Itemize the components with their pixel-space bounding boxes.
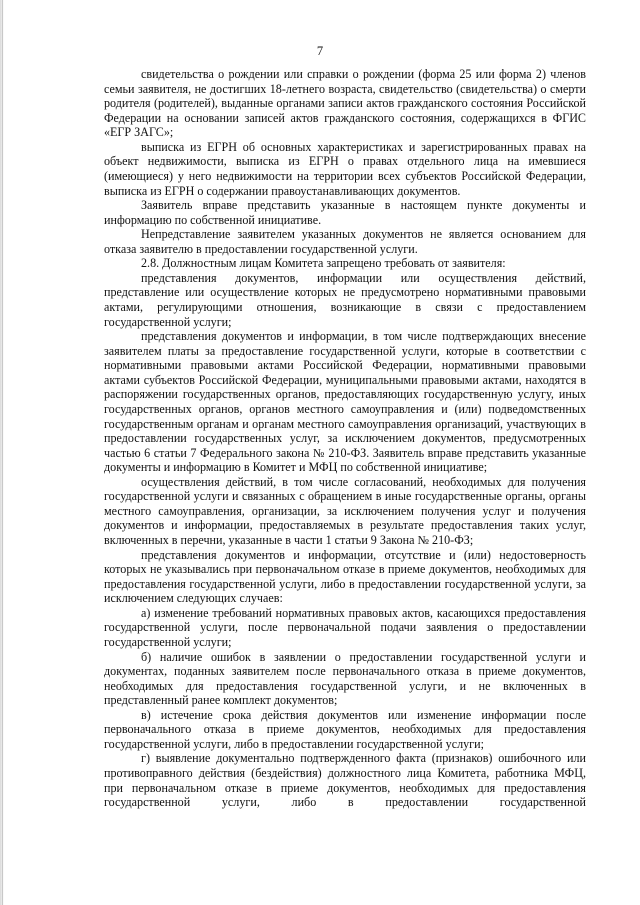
section-2-8-heading: 2.8. Должностным лицам Комитета запрещено требовать от заявителя: — [141, 256, 506, 271]
scan-edge-line — [2, 0, 3, 905]
list-item-a: а) изменение требований нормативных правовых актов, касающихся предоставления государственной услуги, после первоначальной подачи заявления о предоставлении государственной услуги; — [104, 605, 586, 649]
paragraph-prohibited-documents: представления документов, информации или осуществления действий, представление или осуществление которых не предусмотрено нормативными правовыми актами, регулирующими отношения, возникающие в связи с предоставлением государственной услуги; — [104, 270, 586, 329]
list-item-v: в) истечение срока действия документов или изменение информации после первоначального отказа в приеме документов, необходимых для предоставления государственной услуги, либо в предоставлении государственной услуги; — [104, 707, 586, 751]
page-number: 7 — [316, 44, 324, 58]
list-item-g: г) выявление документально подтвержденного факта (признаков) ошибочного или противоправного действия (бездействия) должностного лица Комитета, работника МФЦ, при первоначальном отказе в приеме документов, необходимых для предоставления государственной услуги, либо в предоставлении государственной — [104, 751, 586, 810]
paragraph-documents-in-possession: представления документов и информации, в том числе подтверждающих внесение заявителем платы за предоставление государственной услуги, которые в соответствии с нормативными правовыми актами Российской Федерации, нормативными правовыми актами субъектов Российской Федерации, муниципальными правовыми актами, находятся в распоряжении государственных органов, предоставляющих государственную услугу, иных государственных органов, органов местного самоуправления и (или) подведомственных государственным органам и органам местного самоуправления организаций, участвующих в предоставлении государственных услуг, за исключением документов, предусмотренных частью 6 статьи 7 Федерального закона № 210-ФЗ. Заявитель вправе представить указанные документы и информацию в Комитет и МФЦ по собственной инициативе; — [104, 329, 586, 475]
paragraph-approvals: осуществления действий, в том числе согласований, необходимых для получения государственной услуги и связанных с обращением в иные государственные органы, органы местного самоуправления, организации, за исключением получения услуг и получения документов и информации, предоставляемых в результате предоставления таких услуг, включенных в перечни, указанные в части 1 статьи 9 Закона № 210-ФЗ; — [104, 474, 586, 547]
paragraph-applicant-right: Заявитель вправе представить указанные в настоящем пункте документы и информацию по собственной инициативе. — [104, 198, 586, 227]
list-item-b: б) наличие ошибок в заявлении о предоставлении государственной услуги и документах, поданных заявителем после первоначального отказа в приеме документов, необходимых для предоставления государственной услуги, и не включенных в представленный ранее комплект документов; — [104, 649, 586, 708]
paragraph-egrn-extract: выписка из ЕГРН об основных характеристиках и зарегистрированных правах на объект недвижимости, выписка из ЕГРН о правах отдельного лица на имевшиеся (имеющиеся) у него недвижимости на территории всех субъектов Российской Федерации, выписка из ЕГРН о содержании правоустанавливающих документов. — [104, 139, 586, 198]
paragraph-non-submission: Непредставление заявителем указанных документов не является основанием для отказа заявителю в предоставлении государственной услуги. — [104, 227, 586, 256]
paragraph-birth-certificates: свидетельства о рождении или справки о рождении (форма 25 или форма 2) членов семьи заявителя, не достигших 18-летнего возраста, свидетельство (свидетельства) о смерти родителя (родителей), выданные органами записи актов гражданского состояния Российской Федерации на основании записей актов гражданского состояния, содержащихся в ФГИС «ЕГР ЗАГС»; — [104, 67, 586, 140]
document-body — [104, 67, 586, 810]
paragraph-missing-documents: представления документов и информации, отсутствие и (или) недостоверность которых не указывались при первоначальном отказе в приеме документов, необходимых для предоставления государственной услуги, либо в предоставлении государственной услуги, за исключением следующих случаев: — [104, 547, 586, 606]
